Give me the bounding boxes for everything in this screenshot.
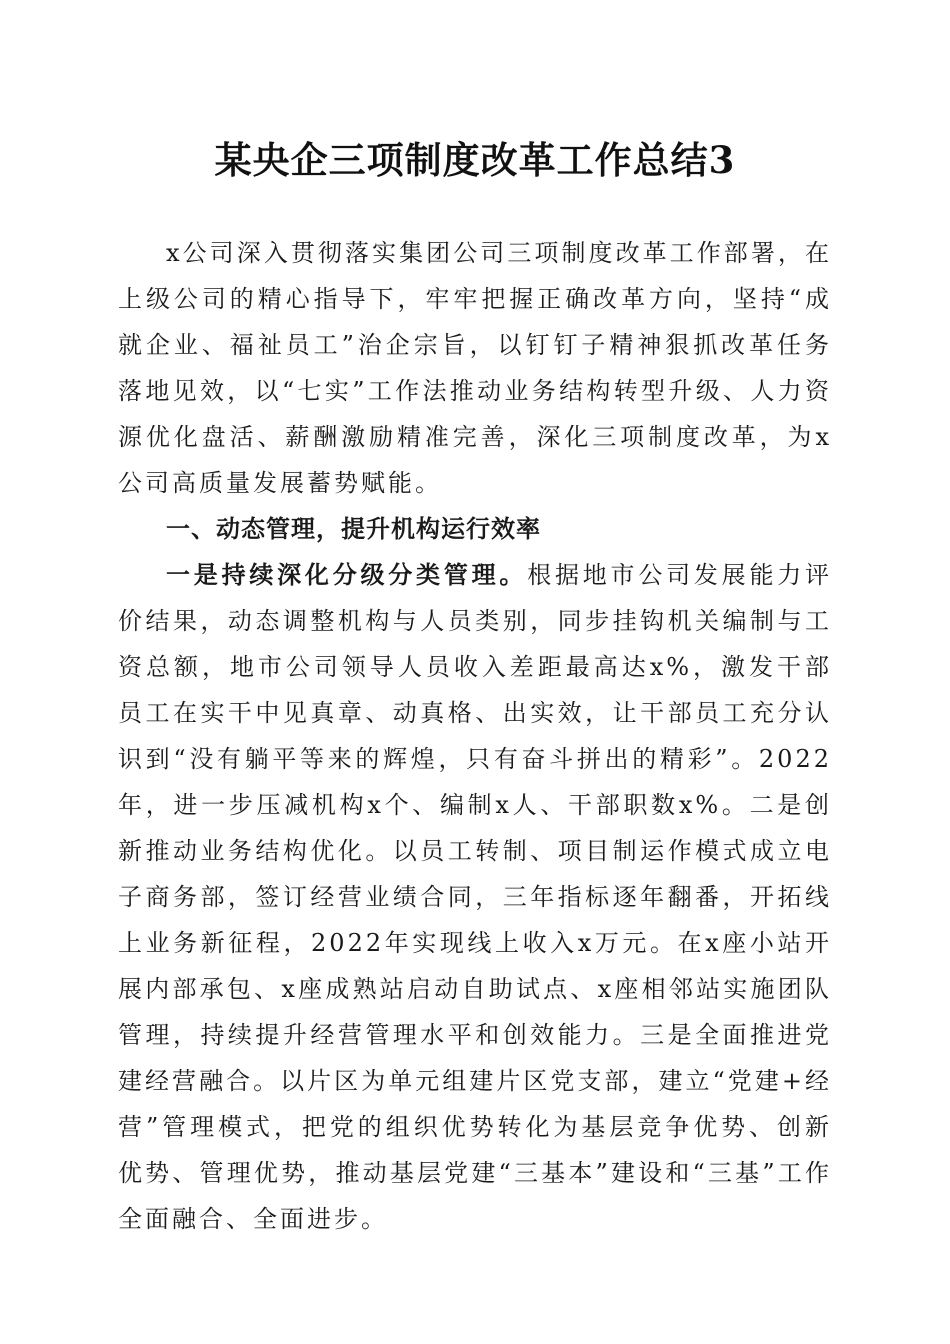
intro-paragraph: x公司深入贯彻落实集团公司三项制度改革工作部署，在上级公司的精心指导下，牢牢把握正确改革方向，坚持“成就企业、福祉员工”治企宗旨，以钉钉子精神狠抓改革任务落地见效，以“七实”工作法推动业务结构转型升级、人力资源优化盘活、薪酬激励精准完善，深化三项制度改革，为x公司高质量发展蓄势赋能。 — [118, 239, 832, 497]
section-body-text: 根据地市公司发展能力评价结果，动态调整机构与人员类别，同步挂钩机关编制与工资总额，地市公司领导人员收入差距最高达x%，激发干部员工在实干中见真章、动真格、出实效，让干部员工充分认识到“没有躺平等来的辉煌，只有奋斗拼出的精彩”。2022年，进一步压减机构x个、编制x人、干部职数x%。二是创新推动业务结构优化。以员工转制、项目制运作模式成立电子商务部，签订经营业绩合同，三年指标逐年翻番，开拓线上业务新征程，2022年实现线上收入x万元。在x座小站开展内部承包、x座成熟站启动自助试点、x座相邻站实施团队管理，持续提升经营管理水平和创效能力。三是全面推进党建经营融合。以片区为单元组建片区党支部，建立“党建+经营”管理模式，把党的组织优势转化为基层竞争优势、创新优势、管理优势，推动基层党建“三基本”建设和“三基”工作全面融合、全面进步。 — [118, 561, 833, 1233]
section-paragraph — [118, 552, 832, 1242]
section-heading: 一、动态管理，提升机构运行效率 — [166, 515, 541, 543]
page-title: 某央企三项制度改革工作总结3 — [214, 138, 736, 182]
section-lead-text: 一是持续深化分级分类管理。 — [166, 561, 528, 589]
document-body — [118, 230, 832, 1242]
